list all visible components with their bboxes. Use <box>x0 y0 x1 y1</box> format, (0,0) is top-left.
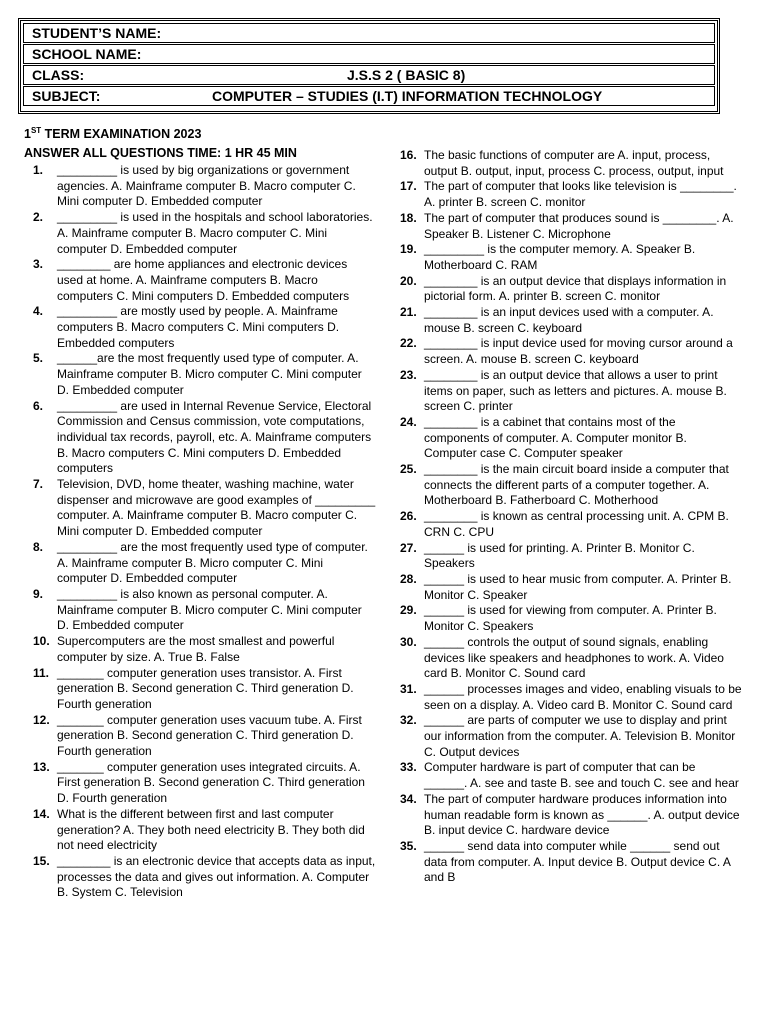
question-number: 35. <box>400 838 417 853</box>
question-text: ________ is input device used for moving cursor around a screen. A. mouse B. screen C. keyboard <box>424 336 733 367</box>
question-item <box>400 572 742 603</box>
subject-value: COMPUTER – STUDIES (I.T) INFORMATION TECHNOLOGY <box>212 88 603 104</box>
question-item <box>400 211 742 242</box>
question-number: 13. <box>33 759 50 774</box>
question-number: 1. <box>33 163 44 177</box>
question-item <box>24 666 376 713</box>
question-text: ________ is an electronic device that accepts data as input, processes the data and gives out information. A. Computer B. System C. Television <box>57 853 376 900</box>
question-item <box>400 305 742 336</box>
question-text: ______ controls the output of sound signals, enabling devices like speakers and headphones to work. A. Video card B. Monitor C. Sound card <box>424 634 724 681</box>
question-item <box>24 257 376 304</box>
question-item <box>24 587 376 634</box>
question-number: 24. <box>400 414 417 429</box>
question-number: 23. <box>400 367 417 382</box>
question-item <box>400 635 742 682</box>
question-item <box>400 148 742 179</box>
right-column <box>400 148 742 886</box>
question-text: ______ is used to hear music from computer. A. Printer B. Monitor C. Speaker <box>424 571 732 602</box>
question-item <box>24 713 376 760</box>
student-name-row <box>23 23 715 43</box>
question-number: 28. <box>400 571 417 586</box>
question-item <box>400 839 742 886</box>
question-item <box>24 540 376 587</box>
question-number: 29. <box>400 603 417 618</box>
subject-label: SUBJECT: <box>32 88 101 104</box>
question-text: ________ is a cabinet that contains most of the components of computer. A. Computer monitor B. Computer case C. Computer speaker <box>424 414 687 461</box>
question-number: 16. <box>400 148 417 162</box>
question-item <box>24 477 376 540</box>
question-item <box>24 399 376 478</box>
question-number: 6. <box>33 398 44 413</box>
question-text: _______ computer generation uses integrated circuits. A. First generation B. Second generation C. Third generation D. Fourth generation <box>57 759 365 806</box>
question-item <box>400 682 742 713</box>
question-number: 17. <box>400 179 417 194</box>
question-number: 27. <box>400 540 417 555</box>
question-item <box>24 760 376 807</box>
subject-row <box>23 86 715 106</box>
student-info-header <box>18 18 720 114</box>
question-text: The basic functions of computer are A. input, process, output B. output, input, process C. process, output, input <box>424 148 724 178</box>
question-number: 26. <box>400 509 417 524</box>
question-number: 19. <box>400 242 417 257</box>
question-number: 11. <box>33 665 50 680</box>
question-number: 15. <box>33 853 50 868</box>
question-number: 18. <box>400 210 417 225</box>
class-label: CLASS: <box>32 67 85 83</box>
question-item <box>24 634 376 665</box>
question-number: 5. <box>33 351 44 366</box>
question-item <box>400 368 742 415</box>
question-item <box>400 760 742 791</box>
question-text: _________ is used by big organizations or government agencies. A. Mainframe computer B. Macro computer C. Mini computer D. Embedded computer <box>57 163 356 209</box>
question-text: _______ computer generation uses transistor. A. First generation B. Second generation C. Third generation D. Fourth generation <box>57 665 354 711</box>
question-number: 25. <box>400 462 417 477</box>
student-name-label: STUDENT’S NAME: <box>32 25 162 41</box>
exam-instructions: ANSWER ALL QUESTIONS TIME: 1 HR 45 MIN <box>24 146 297 160</box>
question-text: _________ are mostly used by people. A. Mainframe computers B. Macro computers C. Mini computers D. Embedded computers <box>57 304 340 350</box>
question-number: 21. <box>400 305 417 320</box>
question-text: Television, DVD, home theater, washing machine, water dispenser and microwave are good examples of _________ computer. A. Mainframe computer B. Macro computer C. Mini computer D. Embedded computer <box>57 477 376 539</box>
question-item <box>24 210 376 257</box>
question-item <box>24 163 376 210</box>
question-text: ________ are home appliances and electronic devices used at home. A. Mainframe computers B. Macro computers C. Mini computers D. Embedded computers <box>57 257 350 303</box>
question-item <box>24 351 376 398</box>
question-number: 7. <box>33 477 44 492</box>
question-number: 2. <box>33 210 44 225</box>
question-text: _________ is used in the hospitals and school laboratories. A. Mainframe computer B. Macro computer C. Mini computer D. Embedded computer <box>57 210 373 256</box>
question-number: 9. <box>33 586 44 601</box>
class-row <box>23 65 715 85</box>
question-text: ________ is the main circuit board inside a computer that connects the different parts of a computer together. A. Motherboard B. Fatherboard C. Motherhood <box>424 462 729 508</box>
question-number: 30. <box>400 634 417 649</box>
question-text: ________ is known as central processing unit. A. CPM B. CRN C. CPU <box>424 509 729 539</box>
question-text: _________ are used in Internal Revenue Service, Electoral Commission and Census commission, vote computations, individual tax records, payroll, etc. A. Mainframe computers B. Macro computers C. Mini computers D. Embedded computers <box>57 398 372 476</box>
question-number: 14. <box>33 806 50 821</box>
question-item <box>400 336 742 367</box>
question-item <box>400 509 742 540</box>
question-item <box>400 462 742 509</box>
question-number: 33. <box>400 760 417 775</box>
question-text: Computer hardware is part of computer that can be ______. A. see and taste B. see and touch C. see and hear <box>424 760 739 791</box>
question-item <box>400 179 742 210</box>
question-text: ______are the most frequently used type of computer. A. Mainframe computer B. Micro computer C. Mini computer D. Embedded computer <box>57 351 362 397</box>
question-number: 22. <box>400 336 417 351</box>
question-item <box>400 274 742 305</box>
question-text: _________ is also known as personal computer. A. Mainframe computer B. Micro computer C. Mini computer D. Embedded computer <box>57 586 362 633</box>
question-number: 31. <box>400 681 417 696</box>
question-item <box>24 807 376 854</box>
question-text: The part of computer that looks like television is ________. A. printer B. screen C. monitor <box>424 179 737 210</box>
question-text: ______ processes images and video, enabling visuals to be seen on a display. A. Video card B. Monitor C. Sound card <box>424 681 742 712</box>
question-number: 3. <box>33 257 44 272</box>
question-number: 4. <box>33 304 44 319</box>
question-number: 32. <box>400 713 417 728</box>
left-column <box>24 125 376 901</box>
question-text: _________ is the computer memory. A. Speaker B. Motherboard C. RAM <box>424 242 696 272</box>
exam-term-title: 1ST TERM EXAMINATION 2023 <box>24 125 202 141</box>
question-number: 34. <box>400 791 417 806</box>
question-text: ________ is an input devices used with a computer. A. mouse B. screen C. keyboard <box>424 305 714 335</box>
question-text: ________ is an output device that displays information in pictorial form. A. printer B. screen C. monitor <box>424 273 727 304</box>
question-item <box>400 713 742 760</box>
left-question-list <box>24 163 376 901</box>
question-text: What is the different between first and last computer generation? A. They both need electricity B. They both did not need electricity <box>57 806 365 853</box>
question-item <box>400 541 742 572</box>
question-text: The part of computer hardware produces information into human readable form is known as ______. A. output device B. input device C. hardware device <box>424 791 740 838</box>
question-text: ________ is an output device that allows a user to print items on paper, such as letters and pictures. A. mouse B. screen C. printer <box>424 367 727 414</box>
question-text: ______ is used for viewing from computer. A. Printer B. Monitor C. Speakers <box>424 603 717 634</box>
question-text: ______ are parts of computer we use to display and print our information from the computer. A. Television B. Monitor C. Output devices <box>424 713 736 759</box>
question-text: The part of computer that produces sound is ________. A. Speaker B. Listener C. Microphone <box>424 210 734 241</box>
school-name-row <box>23 44 715 64</box>
question-number: 12. <box>33 712 50 727</box>
question-text: _______ computer generation uses vacuum tube. A. First generation B. Second generation C. Third generation D. Fourth generation <box>57 712 362 759</box>
question-number: 20. <box>400 273 417 288</box>
school-name-label: SCHOOL NAME: <box>32 46 142 62</box>
question-item <box>24 304 376 351</box>
question-item <box>24 854 376 901</box>
question-item <box>400 242 742 273</box>
question-number: 10. <box>33 634 50 649</box>
class-value: J.S.S 2 ( BASIC 8) <box>347 67 466 83</box>
right-question-list <box>400 148 742 886</box>
question-text: _________ are the most frequently used type of computer. A. Mainframe computer B. Micro computer C. Mini computer D. Embedded computer <box>57 539 368 586</box>
question-text: ______ send data into computer while ______ send out data from computer. A. Input device B. Output device C. A and B <box>424 838 731 885</box>
question-item <box>400 603 742 634</box>
question-item <box>400 415 742 462</box>
question-text: ______ is used for printing. A. Printer B. Monitor C. Speakers <box>424 540 695 571</box>
question-number: 8. <box>33 539 44 554</box>
question-item <box>400 792 742 839</box>
question-text: Supercomputers are the most smallest and powerful computer by size. A. True B. False <box>57 634 335 664</box>
